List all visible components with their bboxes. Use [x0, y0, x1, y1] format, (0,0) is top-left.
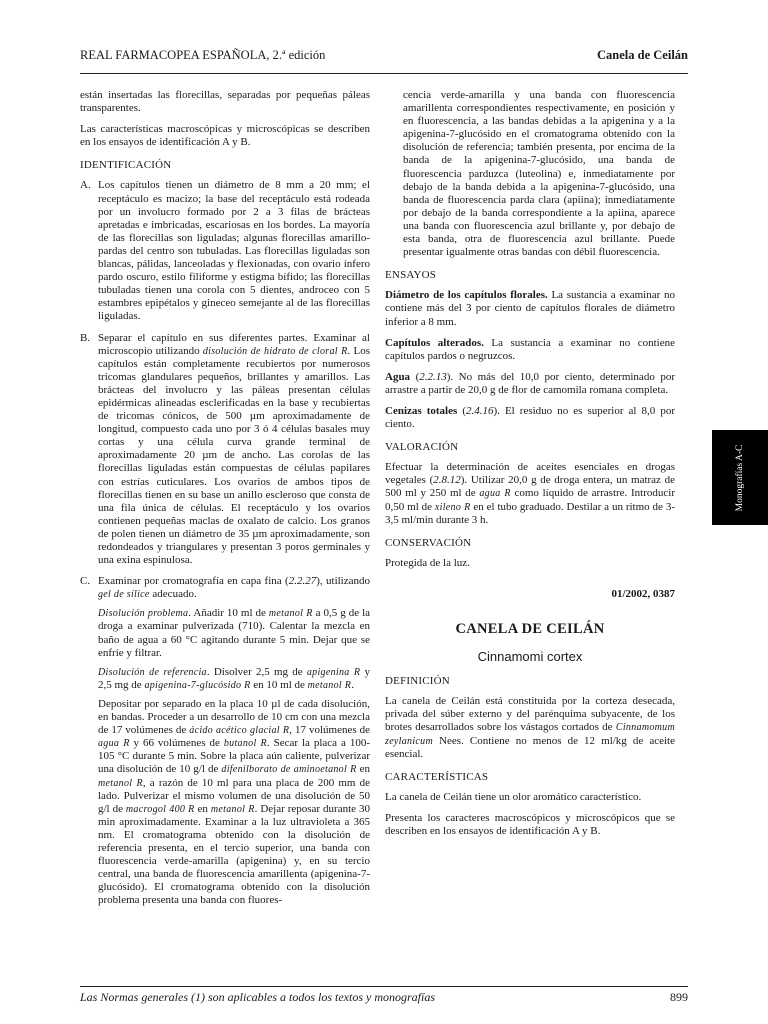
test-b-text: Separar el capítulo en sus diferentes partes. Examinar al microscopio utilizando disolución de hidrato de cloral R. Los capítulos están completamente recubiertos por numerosos tricomas glandulares pequeños, brillantes y amarillos. Las brácteas del involucro y las páleas presentan células epidérmicas alineadas esclerificadas en la base y recubiertas de tricomas cónicos, de 500 µm aproximadamente de longitud, compuesto cada uno por 3 ó 4 células basales muy cortas y una célula curva grande terminal de aproximadamente 20 µm de ancho. Las corolas de las florecillas liguladas están compuestas de células papilares con estrías cuticulares. Los ovarios de ambos tipos de florecillas tienen en su base un anillo escleroso que consta de una fila única de células. El receptáculo y los ovarios contienen pequeñas maclas de oxalato de calcio. Los granos de polen tienen un diámetro de 35 µm aproximadamente, son redondeados y triangulares y presentan 3 poros germinales y una exina espinulosa.	[98, 331, 371, 567]
macro-micro-paragraph: Presenta los caracteres macroscópicos y microscópicos que se describen en los ensayos de identificación A y B.	[385, 811, 675, 838]
test-a-text: Los capítulos tienen un diámetro de 8 mm a 20 mm; el receptáculo es macizo; la base del receptáculo está rodeada por un involucro formado por 2 a 3 filas de brácteas apretadas e imbricadas, escariosas en los bordes. La mayoría de las florecillas son liguladas; algunas florecillas amarillo-pardas del centro son tubuladas. Las florecillas liguladas son blancas, pálidas, lanceoladas y flexionadas, con ovario ínfero pardo oscuro, estilo filiforme y estigma bífido; las florecillas tubuladas tienen una corola con 5 dientes, androceo con 5 estambres epipétalos y gineceo semejante al de las florecillas liguladas.	[98, 179, 370, 323]
left-column	[80, 89, 370, 915]
reagent-name: disolución de hidrato de cloral R	[202, 345, 348, 357]
reference-solution-label: Disolución de referencia	[98, 666, 207, 678]
water-test: Agua (2.2.13). No más del 10,0 por ciento, determinado por arrastre a partir de 20,0 g de flor de camomila romana completa.	[385, 370, 675, 396]
test-solution-label: Disolución problema	[98, 608, 189, 620]
chapter-reference: 2.2.27	[288, 575, 317, 588]
side-tab-label: Monografías A-C	[735, 444, 745, 511]
footer-rule	[80, 986, 688, 987]
total-ash-test: Cenizas totales (2.4.16). El residuo no es superior al 8,0 por ciento.	[385, 404, 675, 431]
item-marker: B.	[80, 331, 91, 344]
monograph-code: 01/2002, 0387	[611, 587, 675, 600]
page-number: 899	[670, 990, 688, 1004]
reference-solution-paragraph: Disolución de referencia. Disolver 2,5 mg de apigenina R y 2,5 mg de apigenina-7-glucósido R en 10 ml de metanol R.	[98, 665, 371, 691]
test-c-intro: Examinar por cromatografía en capa fina (2.2.27), utilizando gel de sílice adecuado.	[98, 575, 371, 601]
reagent-name: gel de sílice	[98, 589, 150, 601]
header-monograph-title: Canela de Ceilán	[597, 48, 688, 62]
definition-heading: DEFINICIÓN	[385, 675, 450, 688]
tests-heading: ENSAYOS	[385, 269, 437, 282]
test-label: Agua	[385, 370, 411, 383]
test-label: Diámetro de los capítulos florales.	[385, 289, 548, 302]
odor-paragraph: La canela de Ceilán tiene un olor aromático característico.	[385, 790, 642, 803]
characteristics-paragraph: Las características macroscópicas y microscópicas se describen en los ensayos de identificación A y B.	[80, 123, 370, 149]
test-c-continuation: cencia verde-amarilla y una banda con fluorescencia amarillenta correspondientes respectivamente, en posición y en fluorescencia, a las bandas debidas a la apigenina y a la apigenina-7-glucósido en el cromatograma obtenido con la disolución de referencia; también presenta, por encima de la banda de la apigenina-7-glucósido, una banda de fluorescencia parduzca (luteolina) e, inmediatamente por debajo de la banda debida a la apigenina-7-glucósido, una banda de fluorescencia parda clara (apiina); inmediatamente por debajo de la banda correspondiente a la apiina, aparece una banda con fluorescencia azul brillante y, por debajo de esta banda, otra de fluorescencia azul brillante. Puede presentar igualmente otras bandas con débil fluorescencia.	[403, 89, 675, 259]
item-marker: C.	[80, 575, 91, 588]
intro-paragraph: están insertadas las florecillas, separadas por pequeñas páleas transparentes.	[80, 89, 370, 115]
storage-heading: CONSERVACIÓN	[385, 536, 472, 549]
header-rule	[80, 73, 688, 74]
characteristics-heading: CARACTERÍSTICAS	[385, 770, 489, 783]
flower-head-diameter-test: Diámetro de los capítulos florales. La sustancia a examinar no contiene más del 3 por ciento de capítulos florales de diámetro inferior a 8 mm.	[385, 289, 675, 328]
assay-heading: VALORACIÓN	[385, 441, 459, 454]
chromatography-procedure-paragraph: Depositar por separado en la placa 10 µl de cada disolución, en bandas. Proceder a un desarrollo de 10 cm con una mezcla de 17 volúmenes de ácido acético glacial R, 17 volúmenes de agua R y 66 volúmenes de butanol R. Secar la placa a 100-105 °C durante 5 min. Sobre la placa aún caliente, pulverizar una disolución de 10 g/l de difenilborato de aminoetanol R en metanol R, a razón de 10 ml para una placa de 200 mm de lado. Pulverizar el mismo volumen de una disolución de 50 g/l de macrogol 400 R en metanol R. Dejar reposar durante 30 min aproximadamente. Examinar a la luz ultravioleta a 365 nm. El cromatograma obtenido con la disolución de referencia presenta, en el tercio superior, una banda con fluorescencia verde-amarilla (apigenina) y, en su tercio central, una banda de fluorescencia amarillenta (apigenina-7-glucósido). El cromatograma obtenido con la disolución problema presenta una banda con fluores-	[98, 697, 371, 907]
storage-paragraph: Protegida de la luz.	[385, 556, 470, 569]
right-column	[385, 89, 675, 846]
identification-test-b	[80, 332, 370, 568]
identification-test-c	[80, 575, 370, 907]
test-solution-paragraph: Disolución problema. Añadir 10 ml de metanol R a 0,5 g de la droga a examinar pulverizada (710). Calentar la mezcla en baño de agua a 60 °C agitando durante 5 min. Dejar que se enfríe y filtrar.	[98, 607, 371, 659]
identification-test-a	[80, 179, 370, 323]
test-label: Capítulos alterados.	[385, 336, 484, 349]
footer-note: Las Normas generales (1) son aplicables a todos los textos y monografías	[80, 990, 435, 1004]
section-side-tab	[712, 430, 768, 525]
monograph-title: CANELA DE CEILÁN	[455, 621, 605, 637]
assay-paragraph: Efectuar la determinación de aceites esenciales en drogas vegetales (2.8.12). Utilizar 20,0 g de droga entera, un matraz de 500 ml y 250 ml de agua R como líquido de arrastre. Introducir 0,50 ml de xileno R en el tubo graduado. Destilar a un ritmo de 3-3,5 ml/min durante 3 h.	[385, 461, 675, 526]
identification-heading: IDENTIFICACIÓN	[80, 159, 172, 172]
definition-paragraph: La canela de Ceilán está constituida por la corteza desecada, privada del súber externo y del parénquima subyacente, de los brotes desarrollados sobre los vástagos cortados de Cinnamomum zeylanicum Nees. Contiene no menos de 12 ml/kg de aceite esencial.	[385, 695, 675, 760]
page-header	[80, 48, 688, 68]
header-publication-title: REAL FARMACOPEA ESPAÑOLA, 2.ª edición	[80, 48, 326, 62]
test-label: Cenizas totales	[385, 404, 458, 417]
monograph-latin-name: Cinnamomi cortex	[477, 649, 583, 665]
species-name: Cinnamomum zeylanicum	[385, 722, 675, 747]
altered-flower-heads-test: Capítulos alterados. La sustancia a examinar no contiene capítulos pardos o negruzcos.	[385, 336, 675, 362]
item-marker: A.	[80, 179, 91, 192]
